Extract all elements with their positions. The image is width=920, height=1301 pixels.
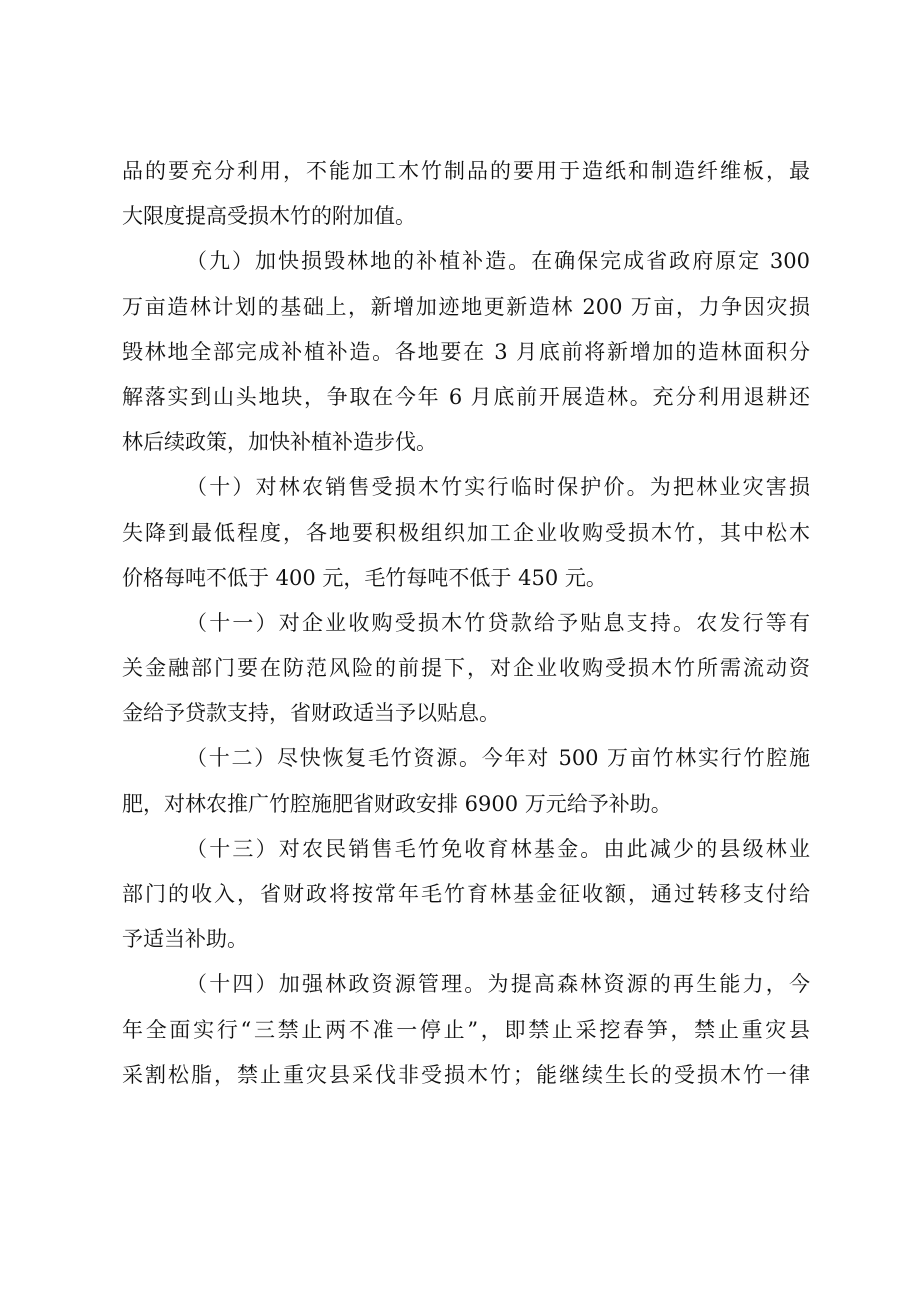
text-line: 金给予贷款支持，省财政适当予以贴息。 bbox=[122, 701, 500, 726]
paragraph-10-first-line: （十）对林农销售受损木竹实行临时保护价。为把林业灾害损 bbox=[186, 475, 810, 500]
paragraph-11-first-line: （十一）对企业收购受损木竹贷款给予贴息支持。农发行等有 bbox=[186, 610, 810, 635]
text-line: 予适当补助。 bbox=[122, 927, 248, 952]
paragraph-13-first-line: （十三）对农民销售毛竹免收育林基金。由此减少的县级林业 bbox=[186, 836, 810, 861]
text-line: 毁林地全部完成补植补造。各地要在 3 月底前将新增加的造林面积分 bbox=[122, 339, 810, 364]
text-line: 解落实到山头地块，争取在今年 6 月底前开展造林。充分利用退耕还 bbox=[122, 384, 810, 409]
text-line: 采割松脂，禁止重灾县采伐非受损木竹；能继续生长的受损木竹一律 bbox=[122, 1062, 810, 1087]
text-line: 部门的收入，省财政将按常年毛竹育林基金征收额，通过转移支付给 bbox=[122, 882, 810, 906]
text-line: 林后续政策，加快补植补造步伐。 bbox=[122, 430, 437, 455]
paragraph-12-first-line: （十二）尽快恢复毛竹资源。今年对 500 万亩竹林实行竹腔施 bbox=[186, 746, 810, 771]
paragraph-9-first-line: （九）加快损毁林地的补植补造。在确保完成省政府原定 300 bbox=[186, 249, 810, 274]
paragraph-14-first-line: （十四）加强林政资源管理。为提高森林资源的再生能力，今 bbox=[186, 972, 810, 997]
text-line: 品的要充分利用，不能加工木竹制品的要用于造纸和制造纤维板，最 bbox=[122, 159, 810, 183]
text-line: 大限度提高受损木竹的附加值。 bbox=[122, 204, 416, 229]
text-line: 肥，对林农推广竹腔施肥省财政安排 6900 万元给予补助。 bbox=[122, 791, 672, 816]
text-line: 关金融部门要在防范风险的前提下，对企业收购受损木竹所需流动资 bbox=[122, 656, 810, 681]
text-line: 失降到最低程度，各地要积极组织加工企业收购受损木竹，其中松木 bbox=[122, 520, 810, 545]
text-line: 万亩造林计划的基础上，新增加迹地更新造林 200 万亩，力争因灾损 bbox=[122, 294, 810, 319]
text-line: 价格每吨不低于 400 元，毛竹每吨不低于 450 元。 bbox=[122, 565, 607, 590]
text-line: 年全面实行“三禁止两不准一停止”，即禁止采挖春笋，禁止重灾县 bbox=[122, 1017, 810, 1042]
document-body bbox=[122, 156, 810, 1105]
